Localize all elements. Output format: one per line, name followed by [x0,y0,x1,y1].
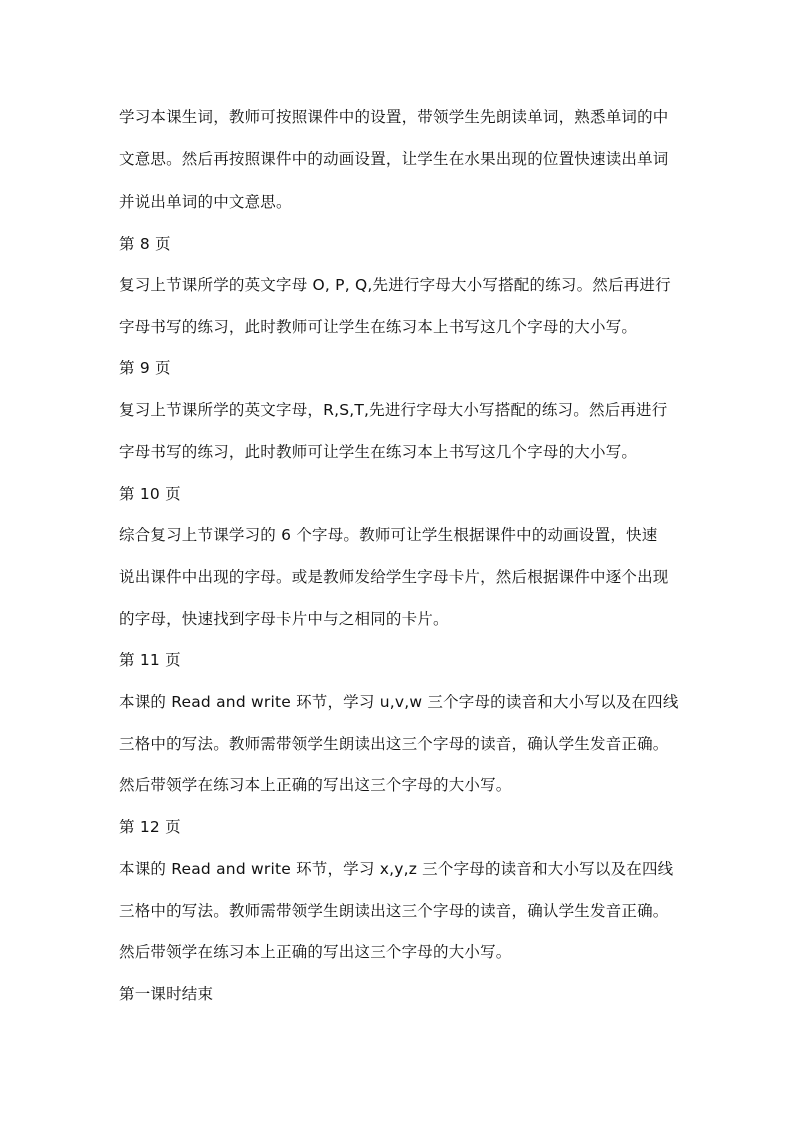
paragraph-line: 学习本课生词，教师可按照课件中的设置，带领学生先朗读单词，熟悉单词的中 [119,108,669,126]
section-heading-page-9: 第 9 页 [119,359,171,377]
paragraph-line: 复习上节课所学的英文字母，R,S,T,先进行字母大小写搭配的练习。然后再进行 [119,401,668,419]
paragraph-line: 三格中的写法。教师需带领学生朗读出这三个字母的读音，确认学生发音正确。 [119,735,669,753]
paragraph-line: 文意思。然后再按照课件中的动画设置，让学生在水果出现的位置快速读出单词 [119,150,669,168]
section-heading-page-8: 第 8 页 [119,235,171,253]
paragraph-line: 并说出单词的中文意思。 [119,193,292,211]
paragraph-line: 然后带领学在练习本上正确的写出这三个字母的大小写。 [119,943,512,961]
section-heading-page-10: 第 10 页 [119,485,181,503]
paragraph-line: 本课的 Read and write 环节，学习 u,v,w 三个字母的读音和大小写以及在四线 [119,693,679,711]
paragraph-line: 字母书写的练习，此时教师可让学生在练习本上书写这几个字母的大小写。 [119,443,638,461]
paragraph-line: 三格中的写法。教师需带领学生朗读出这三个字母的读音，确认学生发音正确。 [119,902,669,920]
paragraph-line: 然后带领学在练习本上正确的写出这三个字母的大小写。 [119,776,512,794]
paragraph-line: 复习上节课所学的英文字母 O, P, Q,先进行字母大小写搭配的练习。然后再进行 [119,276,671,294]
section-heading-page-11: 第 11 页 [119,651,181,669]
paragraph-line: 的字母，快速找到字母卡片中与之相同的卡片。 [119,610,449,628]
paragraph-line: 说出课件中出现的字母。或是教师发给学生字母卡片，然后根据课件中逐个出现 [119,568,669,586]
paragraph-line: 字母书写的练习，此时教师可让学生在练习本上书写这几个字母的大小写。 [119,318,638,336]
paragraph-line: 本课的 Read and write 环节，学习 x,y,z 三个字母的读音和大小写以及在四线 [119,860,674,878]
paragraph-line: 综合复习上节课学习的 6 个字母。教师可让学生根据课件中的动画设置，快速 [119,526,658,544]
closing-line: 第一课时结束 [119,985,214,1003]
section-heading-page-12: 第 12 页 [119,818,181,836]
